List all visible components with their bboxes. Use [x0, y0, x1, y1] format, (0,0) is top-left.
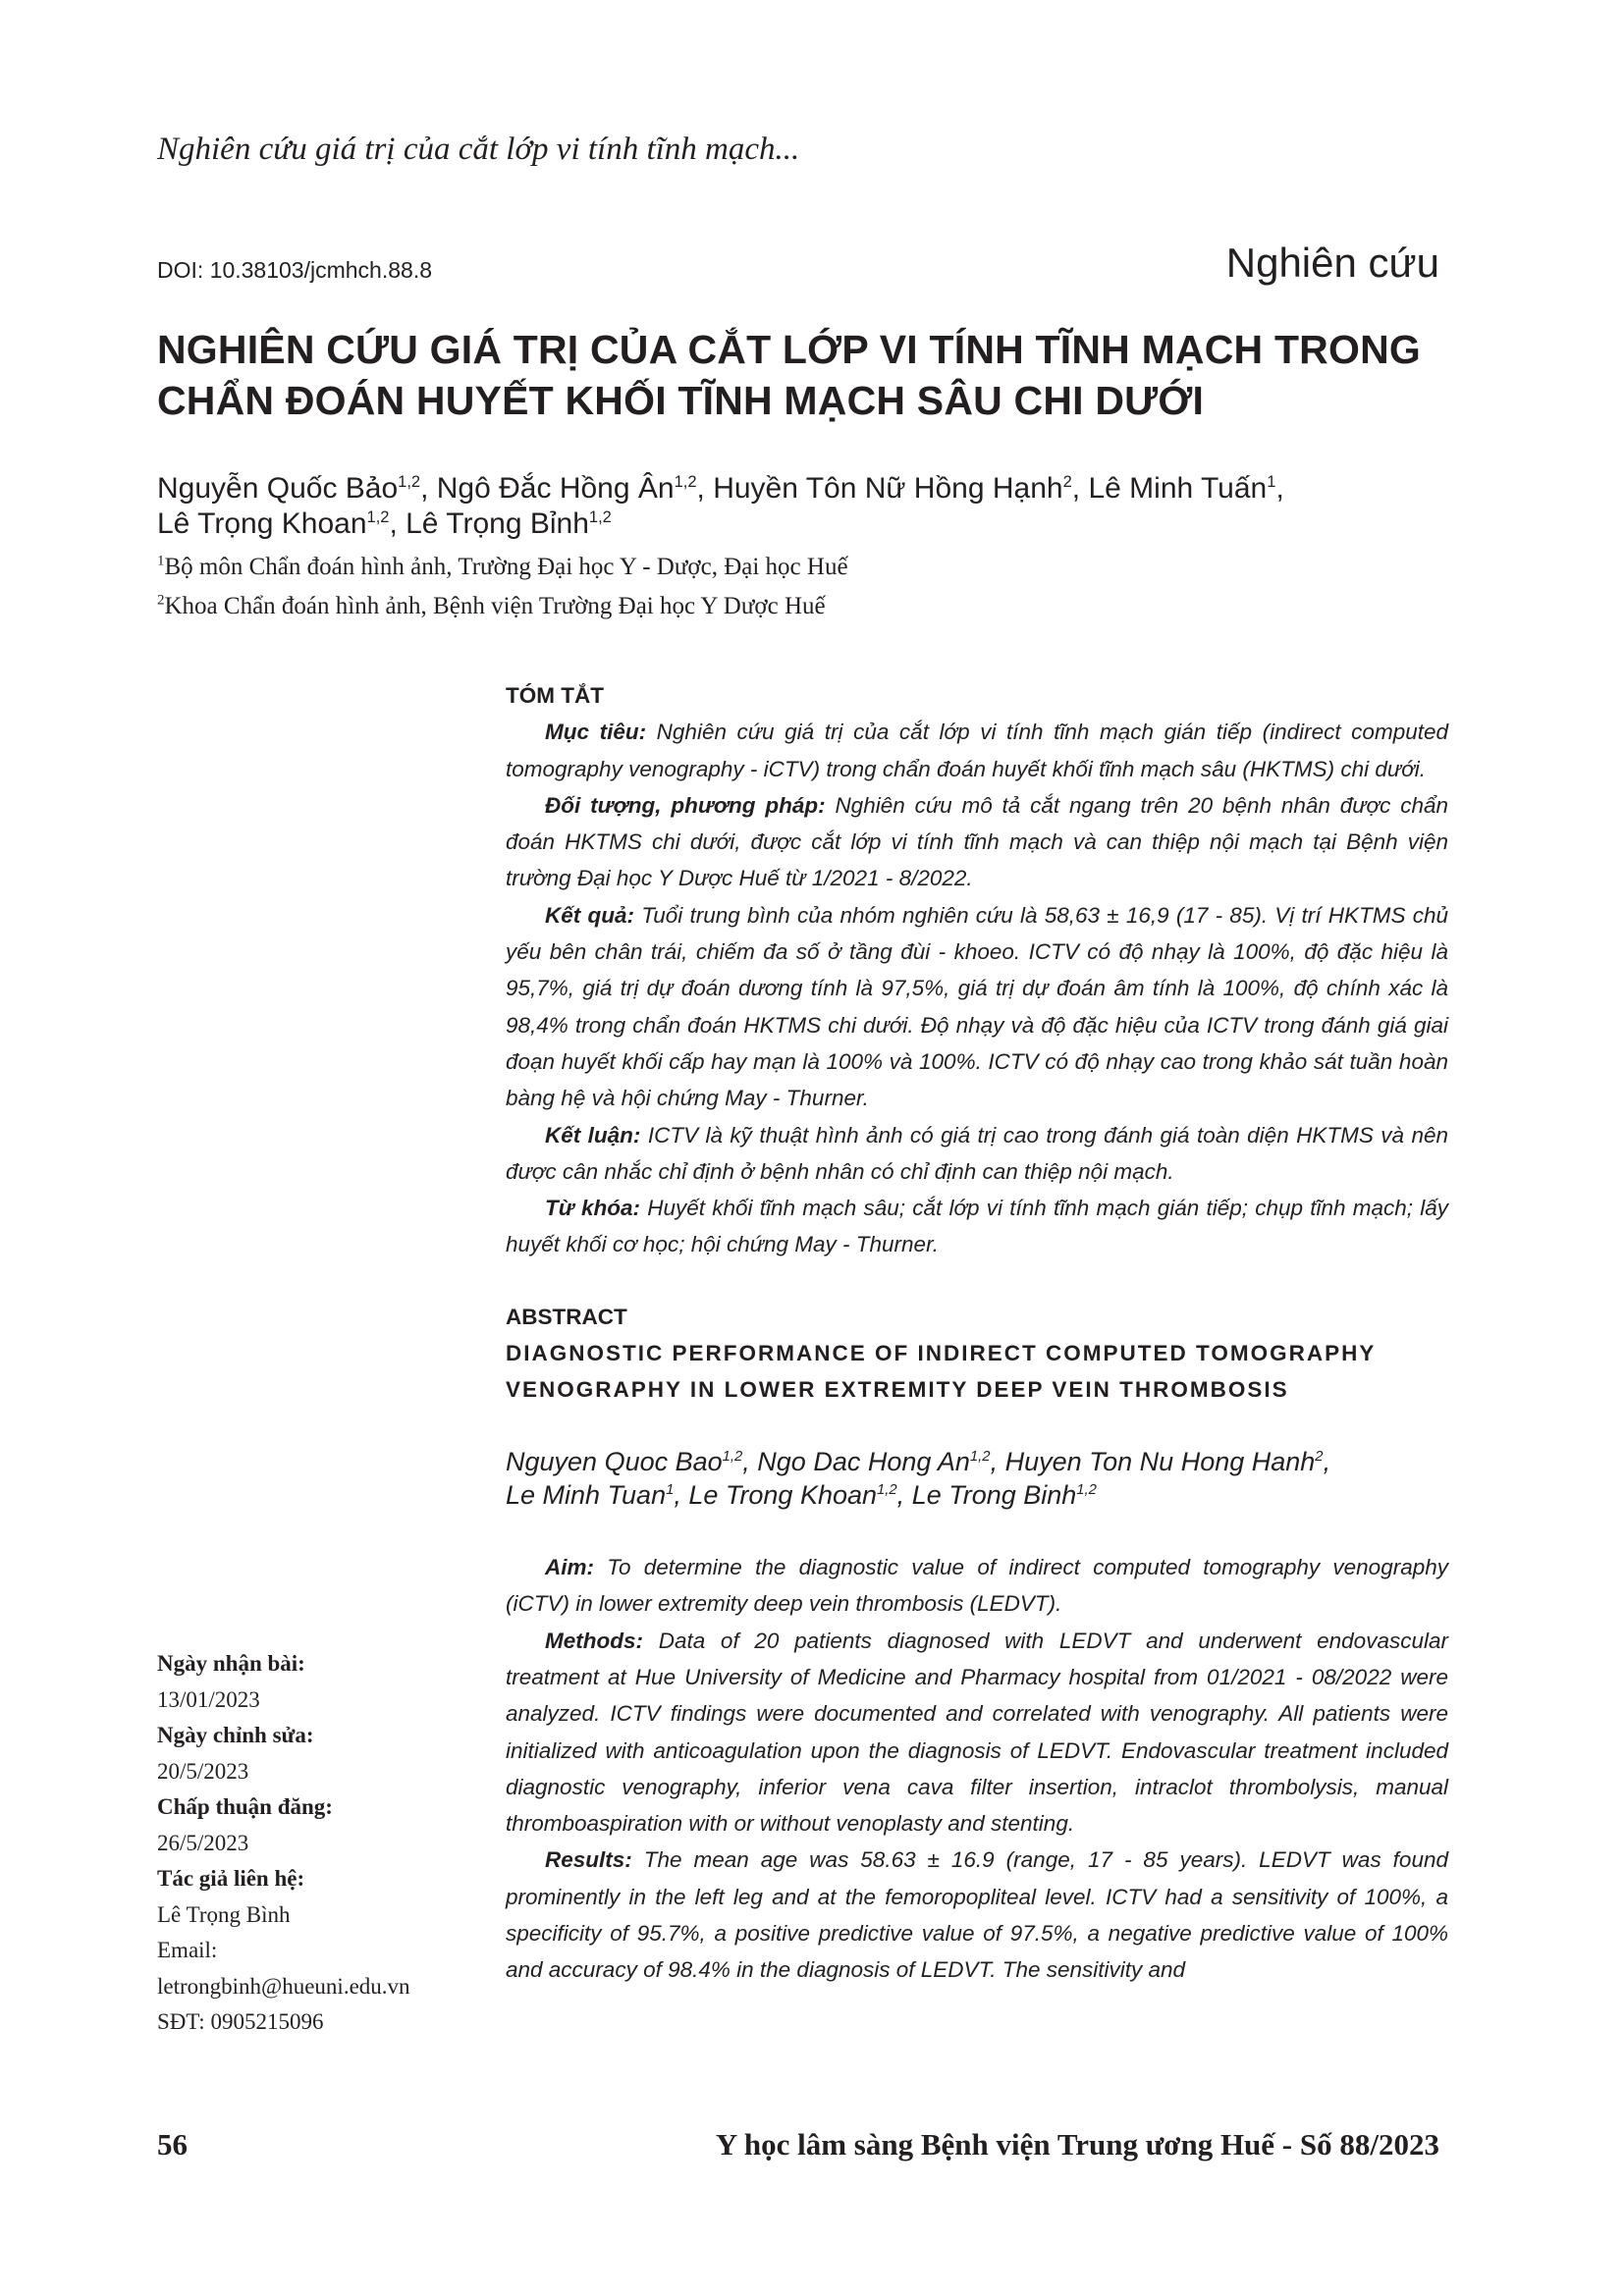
received-date: 13/01/2023 [157, 1686, 260, 1712]
author-name: Lê Trọng Bỉnh [406, 507, 589, 540]
author-separator: , [674, 1480, 689, 1511]
journal-footer: Y học lâm sàng Bệnh viện Trung ương Huế - Số 88/2023 [715, 2127, 1439, 2162]
affiliation-1 [157, 554, 848, 581]
author-affiliation-sup: 1,2 [366, 508, 390, 526]
doi: DOI: 10.38103/jcmhch.88.8 [157, 257, 432, 283]
author-separator: , [389, 507, 406, 540]
abstract-methods [506, 1623, 1448, 1842]
page-number: 56 [157, 2127, 188, 2162]
affiliation-2 [157, 593, 826, 620]
label: Kết quả: [545, 902, 634, 928]
label: Aim: [545, 1555, 594, 1580]
label: Mục tiêu: [545, 720, 647, 745]
received-label: Ngày nhận bài: [157, 1651, 305, 1676]
author-separator: , [742, 1447, 758, 1477]
abstract-results [506, 1842, 1448, 1988]
accepted-date: 26/5/2023 [157, 1830, 249, 1855]
abstract-aim [506, 1549, 1448, 1623]
author-name: Le Minh Tuan [506, 1480, 667, 1511]
affiliation-number: 1 [157, 553, 165, 569]
text: To determine the diagnostic value of indirect computed tomography venography (iCTV) in lower extremity deep vein thrombosis (LEDVT). [506, 1555, 1448, 1617]
abstract-column [506, 677, 1448, 1989]
text: Nghiên cứu mô tả cắt ngang trên 20 bệnh nhân được chẩn đoán HKTMS chi dưới, được cắt lớp vi tính tĩnh mạch và can thiệp nội mạch tại Bệnh viện trường Đại học Y Dược Huế từ 1/2021 - 8/2022. [506, 792, 1449, 891]
author-affiliation-sup: 1,2 [969, 1449, 991, 1466]
author-separator: , [1323, 1447, 1331, 1477]
abstract-title-line-2: VENOGRAPHY IN LOWER EXTREMITY DEEP VEIN THROMBOSIS [506, 1377, 1289, 1403]
phone-number: SĐT: 0905215096 [157, 2009, 324, 2034]
abstract-title [506, 1335, 1448, 1408]
author-separator: , [1071, 472, 1089, 505]
author-name: Nguyen Quoc Bao [506, 1447, 723, 1477]
text: ICTV là kỹ thuật hình ảnh có giá trị cao trong đánh giá toàn diện HKTMS và nên được cân nhắc chỉ định ở bệnh nhân có chỉ định can thiệp nội mạch. [506, 1122, 1448, 1184]
contact-name: Lê Trọng Bình [157, 1901, 291, 1927]
abstract-heading: ABSTRACT [506, 1304, 627, 1329]
author-affiliation-sup: 1,2 [588, 508, 612, 526]
label: Từ khóa: [545, 1196, 641, 1221]
author-affiliation-sup: 1,2 [1076, 1482, 1097, 1499]
author-name: Ngô Đắc Hồng Ân [436, 472, 675, 505]
accepted-label: Chấp thuận đăng: [157, 1794, 333, 1819]
author-separator: , [696, 472, 714, 505]
tomtat-ket-luan [506, 1117, 1448, 1191]
author-list-en [506, 1445, 1448, 1512]
affiliation-text: Bộ môn Chẩn đoán hình ảnh, Trường Đại học Y - Dược, Đại học Huế [164, 554, 848, 580]
author-separator: , [1275, 472, 1284, 505]
tomtat-muc-tieu [506, 714, 1448, 787]
author-separator: , [990, 1447, 1005, 1477]
email-label: Email: [157, 1938, 218, 1962]
author-name: Lê Minh Tuấn [1088, 472, 1268, 505]
label: Kết luận: [545, 1122, 641, 1148]
article-info-sidebar [157, 1646, 491, 2041]
author-separator: , [896, 1480, 912, 1511]
text: Tuổi trung bình của nhóm nghiên cứu là 58,63 ± 16,9 (17 - 85). Vị trí HKTMS chủ yếu bên chân trái, chiếm đa số ở tầng đùi - khoeo. ICTV có độ nhạy là 100%, độ đặc hiệu là 95,7%, giá trị dự đoán dương tính là 97,5%, giá trị dự đoán âm tính là 100%, độ chính xác là 98,4% trong chẩn đoán HKTMS chi dưới. Độ nhạy và độ đặc hiệu của ICTV trong đánh giá giai đoạn huyết khối cấp hay mạn là 100% và 100%. ICTV có độ nhạy cao trong khảo sát tuần hoàn bàng hệ và hội chứng May - Thurner. [506, 902, 1448, 1111]
author-affiliation-sup: 1 [666, 1482, 675, 1499]
title-line-1: NGHIÊN CỨU GIÁ TRỊ CỦA CẮT LỚP VI TÍNH TĨNH MẠCH TRONG [157, 327, 1421, 372]
title-line-2: CHẨN ĐOÁN HUYẾT KHỐI TĨNH MẠCH SÂU CHI DƯỚI [157, 378, 1205, 423]
author-name: Ngo Dac Hong An [757, 1447, 970, 1477]
text: Nghiên cứu giá trị của cắt lớp vi tính tĩnh mạch gián tiếp (indirect computed tomography venography - iCTV) trong chẩn đoán huyết khối tĩnh mạch sâu (HKTMS) chi dưới. [506, 720, 1448, 781]
author-affiliation-sup: 1,2 [398, 473, 421, 491]
section-label: Nghiên cứu [1225, 240, 1439, 286]
text: Huyết khối tĩnh mạch sâu; cắt lớp vi tính tĩnh mạch gián tiếp; chụp tĩnh mạch; lấy huyết khối cơ học; hội chứng May - Thurner. [506, 1196, 1448, 1257]
author-list [157, 471, 1453, 542]
author-name: Le Trong Khoan [688, 1480, 878, 1511]
author-name: Le Trong Binh [911, 1480, 1077, 1511]
label: Đối tượng, phương pháp: [545, 792, 826, 818]
author-separator: , [420, 472, 437, 505]
label: Results: [545, 1847, 632, 1873]
email-address: letrongbinh@hueuni.edu.vn [157, 1973, 410, 1999]
affiliation-number: 2 [157, 592, 165, 609]
tomtat-ket-qua [506, 897, 1448, 1117]
contact-label: Tác giả liên hệ: [157, 1866, 305, 1891]
author-name: Lê Trọng Khoan [157, 507, 367, 540]
author-affiliation-sup: 1,2 [722, 1449, 743, 1466]
author-affiliation-sup: 1 [1267, 473, 1276, 491]
text: The mean age was 58.63 ± 16.9 (range, 17 - 85 years). LEDVT was found prominently in the left leg and at the femoropopliteal level. ICTV had a sensitivity of 100%, a specificity of 95.7%, a positive predictive value of 97.5%, a negative predictive value of 100% and accuracy of 98.4% in the diagnosis of LEDVT. The sensitivity and [506, 1847, 1448, 1983]
author-affiliation-sup: 1,2 [877, 1482, 897, 1499]
author-name: Huyen Ton Nu Hong Hanh [1004, 1447, 1316, 1477]
affiliation-text: Khoa Chẩn đoán hình ảnh, Bệnh viện Trường Đại học Y Dược Huế [164, 593, 826, 619]
author-name: Nguyễn Quốc Bảo [157, 472, 399, 505]
article-title [157, 324, 1443, 426]
revised-date: 20/5/2023 [157, 1758, 249, 1784]
running-head: Nghiên cứu giá trị của cắt lớp vi tính tĩnh mạch... [157, 132, 800, 167]
author-affiliation-sup: 1,2 [674, 473, 697, 491]
tomtat-doi-tuong [506, 787, 1448, 897]
author-affiliation-sup: 2 [1062, 473, 1072, 491]
abstract-title-line-1: DIAGNOSTIC PERFORMANCE OF INDIRECT COMPUTED TOMOGRAPHY [506, 1341, 1377, 1366]
text: Data of 20 patients diagnosed with LEDVT and underwent endovascular treatment at Hue University of Medicine and Pharmacy hospital from 01/2021 - 08/2022 were analyzed. ICTV findings were documented and correlated with venography. All patients were initialized with anticoagulation upon the diagnosis of LEDVT. Endovascular treatment included diagnostic venography, inferior vena cava filter insertion, intraclot thrombolysis, manual thromboaspiration with or without venoplasty and stenting. [506, 1628, 1448, 1837]
tomtat-tu-khoa [506, 1190, 1448, 1263]
revised-label: Ngày chỉnh sửa: [157, 1723, 314, 1747]
tomtat-heading: TÓM TẮT [506, 683, 604, 708]
author-name: Huyền Tôn Nữ Hồng Hạnh [713, 472, 1063, 505]
author-affiliation-sup: 2 [1315, 1449, 1324, 1466]
label: Methods: [545, 1628, 643, 1653]
